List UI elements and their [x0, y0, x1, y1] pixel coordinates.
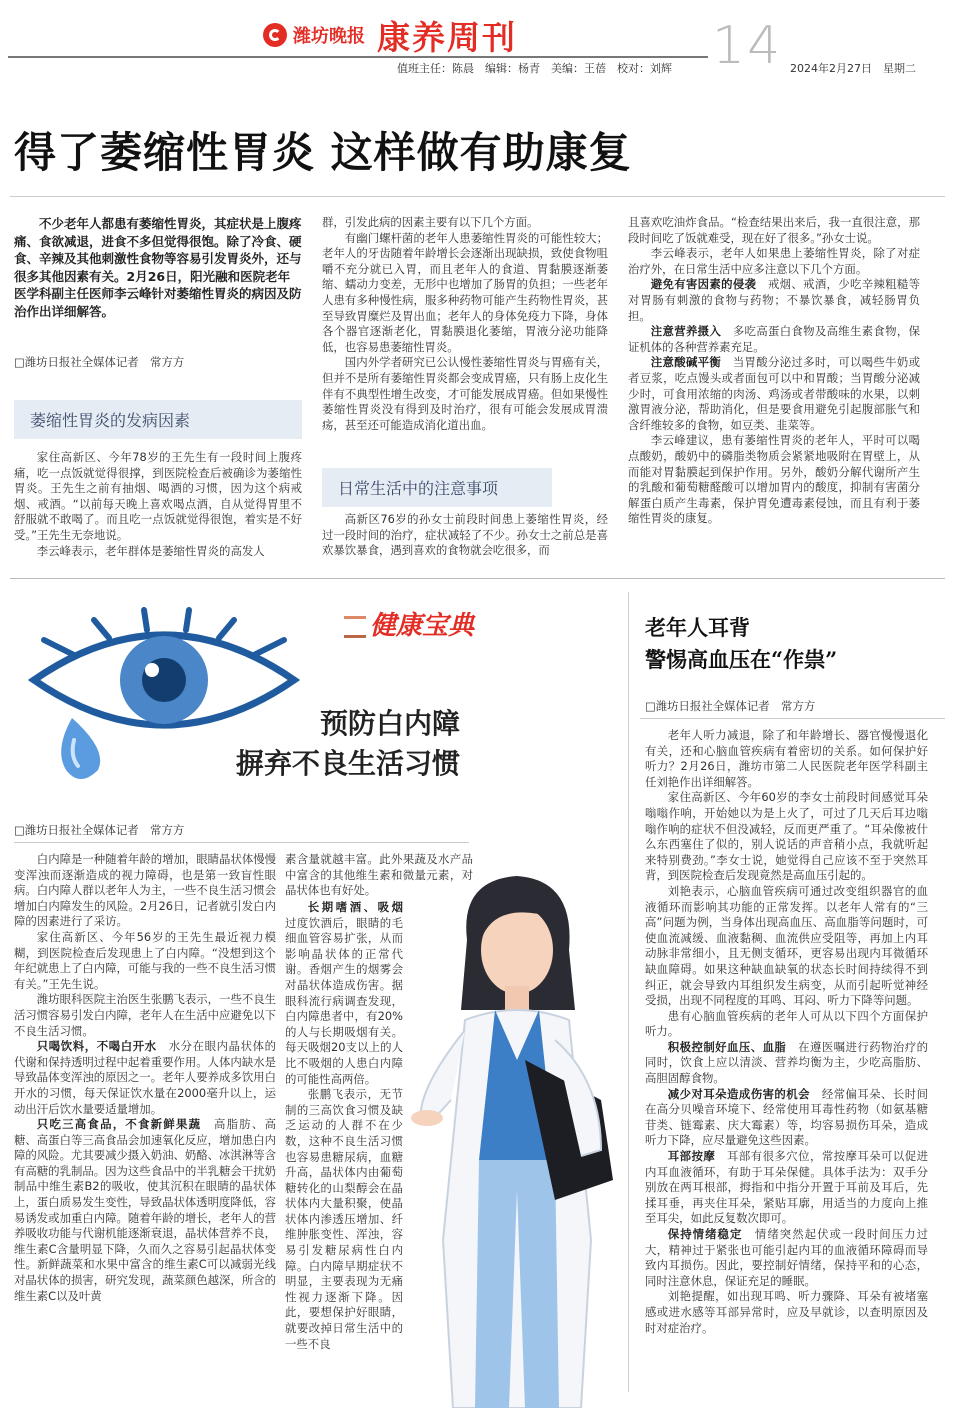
tip-label: 注意营养摄入 [650, 324, 722, 339]
main-lead [14, 215, 302, 321]
column-separator [628, 592, 629, 1392]
tip-text: 当胃酸分泌过多时，可以喝些牛奶或者豆浆，吃点馒头或者面包可以中和胃酸；当胃酸分泌减少时，可食用浓缩的肉汤、鸡汤或者带酸味的水果，以刺激胃液分泌，帮助消化，但是要食用避免引起腹部胀气和含纤维较多的食物，如豆类、韭菜等。 [628, 355, 920, 432]
paragraph: 家住高新区、今年56岁的王先生最近视力模糊，到医院检查后发现患上了白内障。“没想到这个年纪就患上了白内障，可能与我的一些不良生活习惯有关。”王先生说。 [14, 929, 276, 991]
paragraph: 高新区76岁的孙女士前段时间患上萎缩性胃炎，经过一段时间的治疗，症状减轻了不少。孙女士之前总是喜欢暴饮暴食，遇到喜欢的食物就会吃很多，而 [322, 512, 608, 558]
paragraph: 群，引发此病的因素主要有以下几个方面。 [322, 215, 539, 229]
tip-text: 多吃高蛋白食物及高维生素食物，保证机体的各种营养素充足。 [628, 324, 920, 354]
tip-text: 戒烟、戒酒，少吃辛辣粗糙等对胃肠有刺激的食物与药物；不暴饮暴食，减轻肠胃负担。 [628, 277, 920, 323]
tip-label: 保持情绪稳定 [667, 1227, 743, 1241]
masthead-rule [8, 56, 708, 58]
headline-line-2: 警惕高血压在“作祟” [645, 647, 838, 672]
habit-text: 高脂肪、高糖、高蛋白等三高食品会加速氧化反应，增加患白内障的风险。尤其要减少摄入奶油、奶酪、冰淇淋等含有高糖的乳制品。因为这些食品中的半乳糖会干扰奶制品中维生素B2的吸收，使其沉积在眼睛的晶状体上，蛋白质易发生变性，导致晶状体透明度降低，容易诱发或加重白内障。随着年龄的增长，老年人的营养吸收功能与代谢机能逐渐衰退，晶状体营养不良，维生素C含量明显下降，久而久之容易引起晶状体变性。新鲜蔬菜和水果中富含的维生素C可以减弱光线对晶状体的损害，研究发现，蔬菜颜色越深，所含的维生素C以及叶黄 [14, 1117, 276, 1303]
paragraph: 刘艳提醒，如出现耳鸣、听力骤降、耳朵有被堵塞感或进水感等耳部异常时，应及早就诊，以查明原因及时对症治疗。 [645, 1289, 928, 1335]
dateline: 2024年2月27日 星期二 [790, 62, 916, 75]
tip-text: 耳部有很多穴位，常按摩耳朵可以促进内耳血液循环，有助于耳朵保健。具体手法为：双手分别放在两耳根部，拇指和中指分开置于耳前及耳后，先揉耳垂，再夹住耳朵，紧贴耳廓，用适当的力度向上推至耳尖，如此反复数次即可。 [645, 1149, 928, 1226]
paragraph: 国内外学者研究已公认慢性萎缩性胃炎与胃癌有关，但并不是所有萎缩性胃炎都会变成胃癌，只有肠上皮化生伴有不典型性增生改变，才可能发展成胃癌。但如果慢性萎缩性胃炎没有得到及时治疗，很有可能会发展成胃溃疡，甚至还可能造成消化道出血。 [322, 355, 608, 432]
paragraph: 刘艳表示，心脑血管疾病可通过改变组织器官的血液循环而影响其功能的正常发挥。以老年人常有的“三高”问题为例，当身体出现高血压、高血脂等问题时，可使血流减缓、血液黏稠、血流供应受阻等，再加上内耳动脉非常细小，且无侧支循环，更容易出现内耳微循环缺血障碍。如果这种缺血缺氧的状态长时间持续得不到纠正，就会导致内耳组织发生病变，从而引起听觉神经受损，出现不同程度的耳鸣、耳闷、听力下降等问题。 [645, 883, 928, 1008]
habit-text: 过度饮酒后，眼睛的毛细血管容易扩张，从而影响晶状体的正常代谢。香烟产生的烟雾会对晶状体造成伤害。据眼科流行病调查发现，白内障患者中，有20%的人与长期吸烟有关。每天吸烟20支以上的人比不吸烟的人患白内障的可能性高两倍。 [285, 915, 403, 1086]
paragraph: 张鹏飞表示，无节制的三高饮食习惯及缺乏运动的人群不在少数，这种不良生活习惯也容易患糖尿病，血糖升高，晶状体内由葡萄糖转化的山梨醇会在晶状体内大量积聚，使晶状体内渗透压增加、纤维肿胀变性、浑浊，容易引发糖尿病性白内障。白内障早期症状不明显，主要表现为无痛性视力逐渐下降。因此，要想保护好眼睛，就要改掉日常生活中的一些不良 [285, 1087, 403, 1351]
paragraph: 李云峰建议，患有萎缩性胃炎的老年人，平时可以喝点酸奶，酸奶中的磷脂类物质会紧紧地吸附在胃壁上，从而能对胃黏膜起到保护作用。另外，酸奶分解代谢所产生的乳酸和葡萄糖醛酸可以增加胃内的酸度，抑制有害菌分解蛋白质产生毒素，保护胃免遭毒素侵蚀，而且有利于萎缩性胃炎的康复。 [628, 433, 920, 526]
headline-rule [10, 196, 945, 197]
main-headline: 得了萎缩性胃炎 这样做有助康复 [14, 128, 632, 177]
brand-tag: 健康宝典 [370, 611, 475, 641]
ear-headline [645, 612, 837, 676]
ear-byline: □潍坊日报社全媒体记者 常方方 [645, 699, 816, 713]
paragraph: 家住高新区、今年78岁的王先生有一段时间上腹疼痛，吃一点饭就觉得很撑，到医院检查后被确诊为萎缩性胃炎。王先生之前有抽烟、喝酒的习惯，因为这个病戒烟、戒酒。“以前每天晚上喜欢喝点酒，自从觉得胃里不舒服就不敢喝了。而且吃一点饭就觉得很饱，着实是不好受。”王先生无奈地说。 [14, 450, 302, 542]
cataract-headline [150, 704, 460, 784]
tip-text: 在遵医嘱进行药物治疗的同时，饮食上应以清淡、营养均衡为主，少吃高脂肪、高胆固醇食物。 [645, 1039, 928, 1086]
tip-label: 积极控制好血压、血脂 [667, 1039, 787, 1054]
paragraph: 李云峰表示，老年人如果患上萎缩性胃炎，除了对症治疗外，在日常生活中应多注意以下几个方面。 [628, 246, 920, 276]
paragraph: 老年人听力减退，除了和年龄增长、器官慢慢退化有关，还和心脑血管疾病有着密切的关系。如何保护好听力？2月26日，潍坊市第二人民医院老年医学科副主任刘艳作出详细解答。 [645, 728, 928, 789]
paragraph: 且喜欢吃油炸食品。“检查结果出来后，我一直很注意，那段时间吃了饭就难受，现在好了很多。”孙女士说。 [628, 215, 920, 245]
paragraph: 李云峰表示，老年群体是萎缩性胃炎的高发人 [36, 543, 265, 558]
tip-paragraph [628, 355, 920, 433]
byline-rule [640, 718, 945, 719]
main-col2-tail [322, 512, 608, 559]
section-title: 康养周刊 [377, 17, 517, 57]
habit-paragraph [14, 1039, 276, 1117]
paragraph: 白内障是一种随着年龄的增加，眼睛晶状体慢慢变浑浊而逐渐造成的视力障碍，也是第一致盲性眼病。白内障人群以老年人为主，一些不良生活习惯会增加白内障发生的风险。2月26日，记者就引发白内障的因素进行了采访。 [14, 852, 277, 929]
staff-credits: 值班主任：陈晨 编辑：杨青 美编：王蓓 校对：刘辉 [397, 62, 672, 75]
masthead-logo [263, 17, 517, 57]
tip-text: 经常偏耳朵、长时间在高分贝噪音环境下、经常使用耳毒性药物（如氨基糖苷类、链霉素、庆大霉素）等，均容易损伤耳朵，造成听力下降，应尽量避免这些因素。 [645, 1086, 928, 1148]
newspaper-logo-icon [263, 23, 287, 47]
habit-label: 只喝饮料，不喝白开水 [36, 1039, 157, 1054]
cataract-col2-narrow [285, 900, 403, 1352]
tip-paragraph [645, 1087, 928, 1149]
headline-line-1: 预防白内障 [319, 707, 460, 740]
section-rule [10, 578, 945, 579]
cataract-col1-body [14, 852, 276, 1304]
main-col3-body [628, 215, 920, 527]
newspaper-name: 潍坊晚报 [293, 26, 365, 47]
tip-text: 情绪突然起伏或一段时间压力过大，精神过于紧张也可能引起内耳的血液循环障碍而导致内耳损伤。因此，要控制好情绪，保持平和的心态，同时注意休息，保证充足的睡眠。 [645, 1227, 928, 1288]
paragraph: 素含量就越丰富。此外果蔬及水产品中富含的其他维生素和微量元素，对晶状体也有好处。 [285, 852, 473, 898]
headline-line-1: 老年人耳背 [645, 615, 750, 640]
main-col1-body [14, 450, 302, 559]
subhead-daily-care: 日常生活中的注意事项 [322, 468, 552, 507]
paragraph: 患有心脑血管疾病的老年人可从以下四个方面保护听力。 [645, 1008, 928, 1039]
tip-label: 避免有害因素的侵袭 [650, 277, 757, 292]
paragraph: 家住高新区、今年60岁的李女士前段时间感觉耳朵嗡嗡作响，开始她以为是上火了，可过了几天后耳边嗡嗡作响的症状不但没减轻，反而更严重了。“耳朵像被什么东西塞住了似的，别人说话的声音稍小点，我就听起来特别费劲。”李女士说，她觉得自己应该不至于突然耳背，到医院检查后发现竟然是高血压引起的。 [645, 790, 928, 883]
habit-paragraph [14, 1117, 276, 1304]
tip-paragraph [645, 1149, 928, 1227]
tip-label: 耳部按摩 [667, 1149, 716, 1164]
byline-rule [14, 842, 469, 843]
tip-paragraph [645, 1040, 928, 1087]
main-col2-body [322, 215, 608, 433]
ear-body [645, 728, 928, 1336]
tip-paragraph [628, 277, 920, 324]
page-number: 14 [712, 16, 783, 76]
paragraph: 有幽门螺杆菌的老年人患萎缩性胃炎的可能性较大；老年人的牙齿随着年龄增长会逐渐出现缺损，致使食物咀嚼不充分就已入胃，而且老年人的食道、胃黏膜逐渐萎缩、蠕动力变差，无形中也增加了肠胃的负担；一些老年人患有多种慢性病，服多种药物可能产生药物性胃炎，甚至导致胃糜烂及胃出血；老年人的身体免疫力下降，身体各个器官逐渐老化，胃黏膜退化萎缩，胃液分泌功能降低，也容易患萎缩性胃炎。 [322, 230, 608, 354]
books-icon [344, 616, 366, 638]
tip-label: 注意酸碱平衡 [650, 355, 722, 370]
subhead-causes: 萎缩性胃炎的发病因素 [14, 400, 302, 439]
habit-label: 只吃三高食品，不食新鲜果蔬 [36, 1117, 202, 1132]
doctor-illustration [405, 860, 620, 1408]
headline-line-2: 摒弃不良生活习惯 [235, 747, 460, 780]
paragraph: 潍坊眼科医院主治医生张鹏飞表示，一些不良生活习惯容易引发白内障，老年人在生活中应避免以下不良生活习惯。 [14, 992, 277, 1038]
habit-paragraph [285, 900, 403, 1087]
tip-paragraph [628, 324, 920, 355]
habit-text: 水分在眼内晶状体的代谢和保持透明过程中起着重要作用。人体内缺水是导致晶体变浑浊的原因之一。老年人要养成多饮用白开水的习惯，每天保证饮水量在2000毫升以上，运动出汗后饮水量要适量增加。 [14, 1039, 276, 1116]
cataract-byline: □潍坊日报社全媒体记者 常方方 [14, 823, 185, 837]
tip-label: 减少对耳朵造成伤害的机会 [667, 1086, 810, 1101]
tip-paragraph [645, 1227, 928, 1289]
main-byline: □潍坊日报社全媒体记者 常方方 [14, 355, 185, 369]
lead-paragraph: 不少老年人都患有萎缩性胃炎，其症状是上腹疼痛、食欲减退，进食不多但觉得很饱。除了冷食、硬食、辛辣及其他刺激性食物等容易引发胃炎外，还与很多其他因素有关。2月26日，阳光融和医院老年医学科副主任医师李云峰针对萎缩性胃炎的病因及防治作出详细解答。 [14, 216, 302, 319]
habit-label: 长期嗜酒、吸烟 [307, 900, 403, 914]
